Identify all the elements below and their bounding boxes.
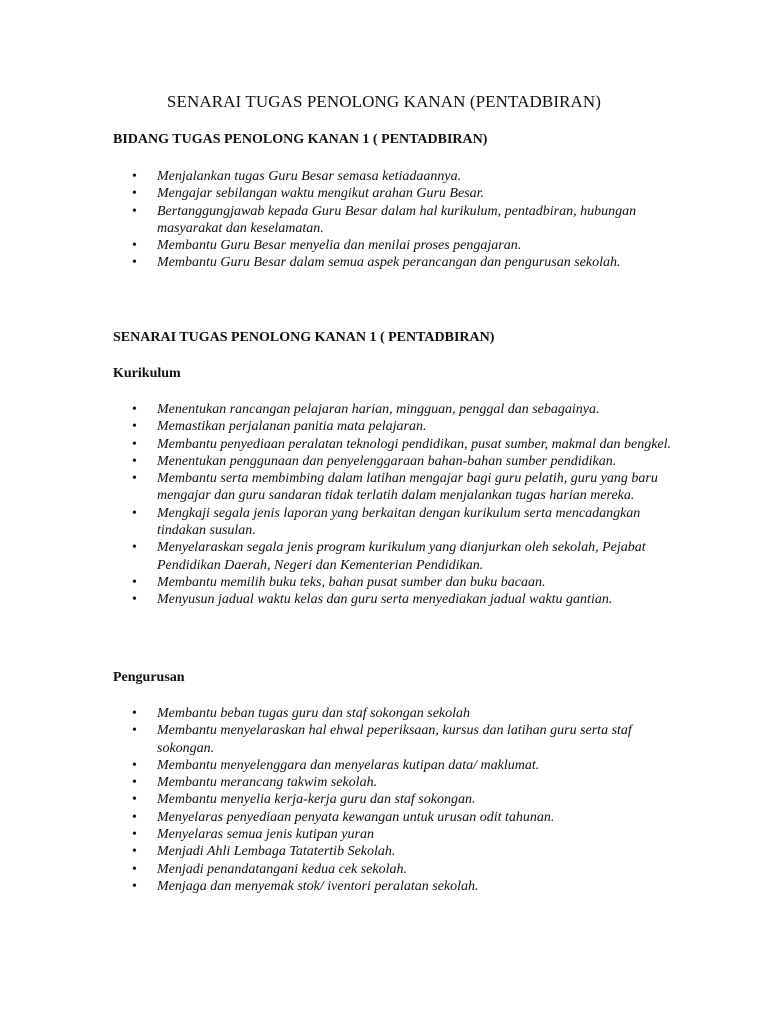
bullet-icon: • [132,757,137,773]
list-item: • Membantu Guru Besar dalam semua aspek perancangan dan pengurusan sekolah. [132,255,621,271]
list-item: • Membantu penyediaan peralatan teknologi pendidikan, pusat sumber, makmal dan bengkel. [132,436,672,452]
bullet-icon: • [132,775,137,791]
list-item: • Membantu menyelia kerja-kerja guru dan staf sokongan. [132,792,476,808]
bullet-icon: • [132,419,137,435]
kurikulum-list [113,401,673,609]
bidang-tugas-list [113,168,673,272]
bullet-icon: • [132,436,137,452]
subheading-kurikulum: Kurikulum [113,366,181,381]
bullet-icon: • [132,723,137,739]
bullet-icon: • [132,792,137,808]
list-item: • Membantu memilih buku teks, bahan pusat sumber dan buku bacaan. [132,574,546,590]
bullet-icon: • [132,186,137,202]
bullet-icon: • [132,238,137,254]
list-item: • Membantu serta membimbing dalam latihan mengajar bagi guru pelatih, guru yang baru mengajar dan guru sandaran tidak terlatih dalam menjalankan tugas harian mereka. [132,471,658,504]
bullet-icon: • [132,203,137,219]
list-item: • Menjalankan tugas Guru Besar semasa ketiadaannya. [132,169,462,184]
section-heading-bidang-tugas: BIDANG TUGAS PENOLONG KANAN 1 ( PENTADBIRAN) [113,132,488,147]
bullet-icon: • [132,471,137,487]
bullet-icon: • [132,827,137,843]
bullet-icon: • [132,706,137,721]
list-item: • Membantu menyelaraskan hal ehwal peperiksaan, kursus dan latihan guru serta staf sokongan. [132,723,632,756]
list-item: • Mengkaji segala jenis laporan yang berkaitan dengan kurikulum serta mencadangkan tindakan susulan. [132,505,641,539]
list-item: • Membantu menyelenggara dan menyelaras kutipan data/ maklumat. [132,757,540,773]
bullet-icon: • [132,169,137,184]
list-item: • Membantu merancang takwim sekolah. [132,775,378,791]
bullet-icon: • [132,505,137,521]
list-item: • Bertanggungjawab kepada Guru Besar dalam hal kurikulum, pentadbiran, hubungan masyarakat dan keselamatan. [132,203,637,236]
document-title: SENARAI TUGAS PENOLONG KANAN (PENTADBIRAN) [166,92,602,111]
bullet-icon: • [132,574,137,590]
list-item: • Mengajar sebilangan waktu mengikut arahan Guru Besar. [132,186,485,202]
list-item: • Menjaga dan menyemak stok/ iventori peralatan sekolah. [132,878,479,894]
list-item: • Menyusun jadual waktu kelas dan guru serta menyediakan jadual waktu gantian. [132,592,613,608]
list-item: • Membantu beban tugas guru dan staf sokongan sekolah [132,706,471,721]
list-item: • Menentukan penggunaan dan penyelenggaraan bahan-bahan sumber pendidikan. [132,453,617,469]
list-item: • Membantu Guru Besar menyelia dan menilai proses pengajaran. [132,238,522,254]
bullet-icon: • [132,255,137,271]
bullet-icon: • [132,453,137,469]
pengurusan-list [113,705,673,895]
list-item: • Menjadi Ahli Lembaga Tatatertib Sekolah. [132,844,396,860]
list-item: • Menjadi penandatangani kedua cek sekolah. [132,861,407,877]
bullet-icon: • [132,540,137,556]
subheading-pengurusan: Pengurusan [113,670,185,685]
bullet-icon: • [132,402,137,417]
bullet-icon: • [132,844,137,860]
bullet-icon: • [132,878,137,894]
list-item: • Menyelaras semua jenis kutipan yuran [132,827,374,843]
list-item: • Menyelaras penyediaan penyata kewangan untuk urusan odit tahunan. [132,809,555,825]
list-item: • Menyelaraskan segala jenis program kurikulum yang dianjurkan oleh sekolah, Pejabat Pendidikan Daerah, Negeri dan Kementerian Pendidikan. [132,540,646,573]
bullet-icon: • [132,592,137,608]
bullet-icon: • [132,809,137,825]
list-item: • Menentukan rancangan pelajaran harian, mingguan, penggal dan sebagainya. [132,402,600,417]
list-item: • Memastikan perjalanan panitia mata pelajaran. [132,419,427,435]
section-heading-senarai-tugas: SENARAI TUGAS PENOLONG KANAN 1 ( PENTADBIRAN) [113,330,495,345]
bullet-icon: • [132,861,137,877]
